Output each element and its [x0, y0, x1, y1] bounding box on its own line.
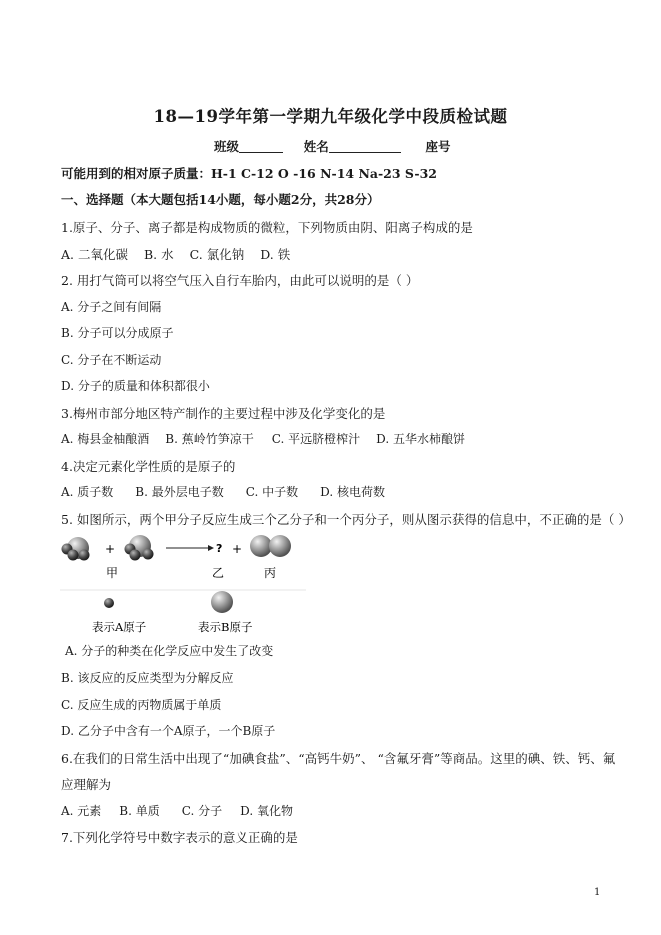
q5-option-d: D. 乙分子中含有一个A原子，一个B原子 [61, 724, 276, 738]
legend-a-label: 表示A原子 [92, 620, 147, 634]
q4-option-d: D. 核电荷数 [320, 485, 385, 499]
q5-option-b: B. 该反应的反应类型为分解反应 [61, 671, 234, 685]
name-blank [329, 138, 401, 153]
unknown-product: ? [216, 542, 223, 555]
q3-stem: 3.梅州市部分地区特产制作的主要过程中涉及化学变化的是 [61, 406, 386, 421]
b-atom [250, 535, 272, 557]
q4-option-a: A. 质子数 [61, 485, 114, 499]
legend-b-label: 表示B原子 [198, 620, 253, 634]
plus-sign-2: + [232, 542, 243, 556]
q3-options [61, 430, 465, 447]
label-yi: 乙 [212, 566, 225, 580]
reaction-arrowhead [208, 545, 214, 551]
name-label: 姓名 [303, 139, 329, 154]
q4-options [61, 483, 385, 500]
q4-option-c: C. 中子数 [245, 485, 299, 499]
q2-option-a: A. 分子之间有间隔 [61, 300, 162, 314]
q1-options [61, 245, 290, 263]
page-number: 1 [594, 887, 601, 898]
q6-option-d: D. 氧化物 [240, 804, 293, 818]
page-title: 18—19学年第一学期九年级化学中段质检试题 [153, 107, 508, 126]
q1-option-a: A. 二氧化碳 [61, 247, 128, 262]
q5-option-a: A. 分子的种类在化学反应中发生了改变 [65, 644, 274, 658]
class-blank [239, 138, 283, 153]
q3-option-b: B. 蕉岭竹笋凉干 [165, 432, 254, 446]
q6-option-c: C. 分子 [181, 804, 223, 818]
q3-option-d: D. 五华水柿酿饼 [376, 432, 465, 446]
student-info-line [214, 137, 450, 155]
class-label: 班级 [214, 139, 240, 154]
q1-stem: 1.原子、分子、离子都是构成物质的微粒，下列物质由阴、阳离子构成的是 [61, 220, 473, 235]
q3-option-a: A. 梅县金柚酿酒 [61, 432, 150, 446]
q6-options [61, 802, 293, 819]
a-atom [130, 550, 141, 561]
q2-option-b: B. 分子可以分成原子 [61, 326, 174, 340]
q1-option-b: B. 水 [143, 247, 174, 262]
a-atom [68, 550, 79, 561]
q3-option-c: C. 平远脐橙榨汁 [271, 432, 361, 446]
q4-option-b: B. 最外层电子数 [135, 485, 224, 499]
q5-option-c: C. 反应生成的丙物质属于单质 [61, 698, 222, 712]
q6-option-b: B. 单质 [119, 804, 160, 818]
legend-b-atom [211, 591, 233, 613]
a-atom [79, 550, 90, 561]
q6-option-a: A. 元素 [61, 804, 102, 818]
section-heading: 一、选择题（本大题包括14小题，每小题2分，共28分） [61, 192, 380, 207]
q5-stem: 5. 如图所示，两个甲分子反应生成三个乙分子和一个丙分子，则从图示获得的信息中，不正确的是（ ） [61, 512, 631, 527]
molecule-jia-2 [125, 535, 154, 561]
legend-a-atom [104, 598, 114, 608]
q2-option-d: D. 分子的质量和体积都很小 [61, 379, 210, 393]
q6-stem-line1: 6.在我们的日常生活中出现了“加碘食盐”、“高钙牛奶”、 “含氟牙膏”等商品。这里的碘、铁、钙、氟 [61, 751, 616, 766]
seat-label: 座号 [425, 139, 451, 154]
q2-option-c: C. 分子在不断运动 [61, 353, 162, 367]
label-jia: 甲 [106, 566, 119, 580]
molecule-bing [250, 535, 291, 557]
q4-stem: 4.决定元素化学性质的是原子的 [61, 459, 236, 474]
b-atom [269, 535, 291, 557]
atomic-mass-line: 可能用到的相对原子质量：H-1 C-12 O -16 N-14 Na-23 S-32 [61, 166, 437, 181]
q1-option-c: C. 氯化钠 [189, 247, 245, 262]
molecule-jia-1 [62, 537, 90, 561]
q6-stem-line2: 应理解为 [61, 777, 112, 792]
q1-option-d: D. 铁 [260, 247, 291, 262]
plus-sign-1: + [105, 542, 116, 556]
reaction-diagram [58, 530, 308, 640]
q7-stem: 7.下列化学符号中数字表示的意义正确的是 [61, 830, 298, 845]
q2-stem: 2. 用打气筒可以将空气压入自行车胎内，由此可以说明的是（ ） [61, 273, 419, 288]
a-atom [143, 549, 154, 560]
label-bing: 丙 [264, 566, 277, 580]
